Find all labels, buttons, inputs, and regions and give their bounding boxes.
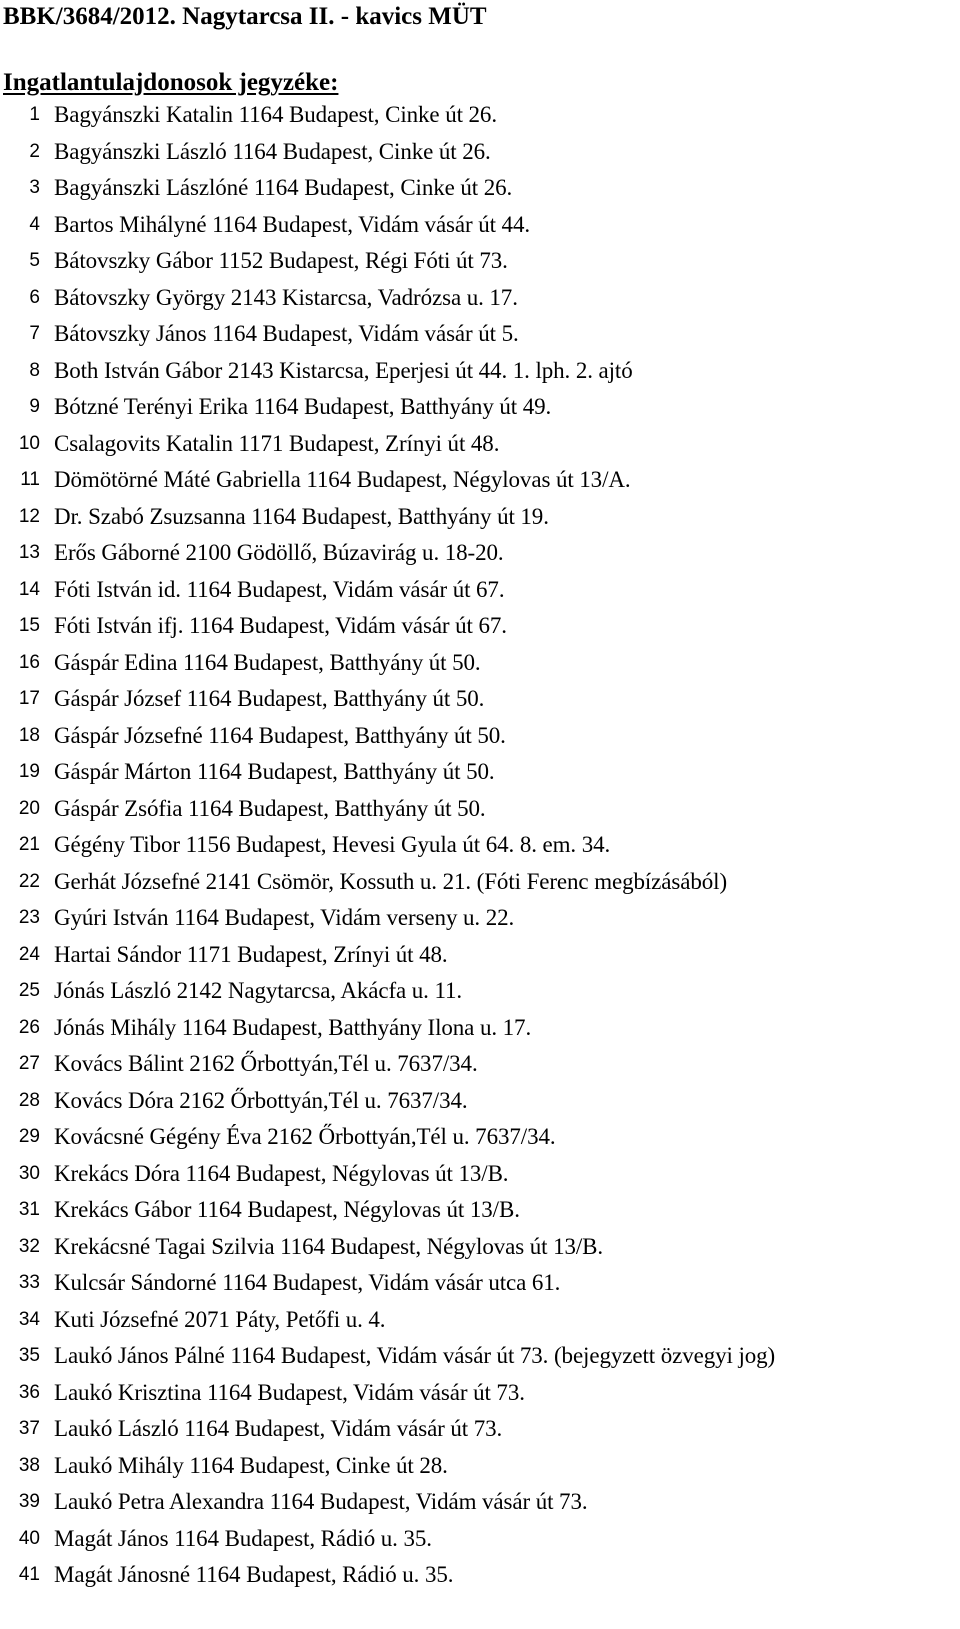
owner-entry: Jónás László 2142 Nagytarcsa, Akácfa u. 11. <box>54 978 463 1004</box>
row-number: 2 <box>29 140 40 162</box>
row-number: 12 <box>18 505 40 527</box>
owner-row-22 <box>0 864 960 901</box>
owner-row-11 <box>0 462 960 499</box>
owner-entry: Laukó Petra Alexandra 1164 Budapest, Vidám vásár út 73. <box>54 1489 588 1515</box>
owner-row-40 <box>0 1521 960 1558</box>
owner-entry: Dömötörné Máté Gabriella 1164 Budapest, Négylovas út 13/A. <box>54 467 631 493</box>
document-title: BBK/3684/2012. Nagytarcsa II. - kavics MÜT <box>3 3 487 30</box>
owner-row-7 <box>0 316 960 353</box>
row-number: 3 <box>29 177 40 199</box>
owner-entry: Laukó János Pálné 1164 Budapest, Vidám vásár út 73. (bejegyzett özvegyi jog) <box>54 1343 776 1369</box>
row-number: 10 <box>18 432 40 454</box>
owner-entry: Fóti István id. 1164 Budapest, Vidám vásár út 67. <box>54 576 505 602</box>
owner-entry: Laukó Mihály 1164 Budapest, Cinke út 28. <box>54 1452 448 1478</box>
owner-row-34 <box>0 1302 960 1339</box>
owner-row-36 <box>0 1375 960 1412</box>
owner-row-39 <box>0 1484 960 1521</box>
owner-row-14 <box>0 572 960 609</box>
owner-entry: Both István Gábor 2143 Kistarcsa, Eperjesi út 44. 1. lph. 2. ajtó <box>54 357 633 383</box>
row-number: 39 <box>18 1491 40 1513</box>
owner-row-15 <box>0 608 960 645</box>
row-number: 40 <box>18 1527 40 1549</box>
row-number: 13 <box>18 542 40 564</box>
row-number: 15 <box>18 615 40 637</box>
owner-entry: Bátovszky János 1164 Budapest, Vidám vásár út 5. <box>54 321 519 347</box>
owner-entry: Dr. Szabó Zsuzsanna 1164 Budapest, Batthyány út 19. <box>54 503 549 529</box>
owner-row-19 <box>0 754 960 791</box>
row-number: 24 <box>18 943 40 965</box>
owner-entry: Bartos Mihályné 1164 Budapest, Vidám vásár út 44. <box>54 211 531 237</box>
row-number: 5 <box>29 250 40 272</box>
row-number: 19 <box>18 761 40 783</box>
owner-entry: Bátovszky Gábor 1152 Budapest, Régi Fóti út 73. <box>54 248 508 274</box>
owner-entry: Gégény Tibor 1156 Budapest, Hevesi Gyula út 64. 8. em. 34. <box>54 832 611 858</box>
owner-entry: Krekács Dóra 1164 Budapest, Négylovas út 13/B. <box>54 1160 509 1186</box>
row-number: 27 <box>18 1053 40 1075</box>
owner-row-20 <box>0 791 960 828</box>
owner-entry: Gáspár Márton 1164 Budapest, Batthyány út 50. <box>54 759 495 785</box>
owner-entry: Gyúri István 1164 Budapest, Vidám verseny u. 22. <box>54 905 515 931</box>
owner-row-12 <box>0 499 960 536</box>
row-number: 17 <box>18 688 40 710</box>
owner-row-8 <box>0 353 960 390</box>
owner-entry: Kuti Józsefné 2071 Páty, Petőfi u. 4. <box>54 1306 386 1332</box>
owner-row-13 <box>0 535 960 572</box>
owner-row-26 <box>0 1010 960 1047</box>
owner-entry: Kovács Dóra 2162 Őrbottyán,Tél u. 7637/34. <box>54 1087 468 1113</box>
row-number: 22 <box>18 870 40 892</box>
row-number: 32 <box>18 1235 40 1257</box>
row-number: 7 <box>29 323 40 345</box>
owner-entry: Laukó Krisztina 1164 Budapest, Vidám vásár út 73. <box>54 1379 525 1405</box>
row-number: 31 <box>18 1199 40 1221</box>
row-number: 33 <box>18 1272 40 1294</box>
row-number: 14 <box>18 578 40 600</box>
owner-entry: Gáspár József 1164 Budapest, Batthyány út 50. <box>54 686 485 712</box>
row-number: 34 <box>18 1308 40 1330</box>
owner-entry: Kovács Bálint 2162 Őrbottyán,Tél u. 7637/34. <box>54 1051 478 1077</box>
owner-row-35 <box>0 1338 960 1375</box>
row-number: 35 <box>18 1345 40 1367</box>
owner-row-23 <box>0 900 960 937</box>
owner-row-37 <box>0 1411 960 1448</box>
owner-entry: Magát Jánosné 1164 Budapest, Rádió u. 35. <box>54 1562 454 1588</box>
owner-list <box>0 97 960 1594</box>
owner-row-1 <box>0 97 960 134</box>
row-number: 37 <box>18 1418 40 1440</box>
owner-row-16 <box>0 645 960 682</box>
owner-row-6 <box>0 280 960 317</box>
row-number: 8 <box>29 359 40 381</box>
owner-entry: Bagyánszki László 1164 Budapest, Cinke út 26. <box>54 138 491 164</box>
row-number: 26 <box>18 1016 40 1038</box>
row-number: 25 <box>18 980 40 1002</box>
owner-row-18 <box>0 718 960 755</box>
owner-row-9 <box>0 389 960 426</box>
owner-entry: Kovácsné Gégény Éva 2162 Őrbottyán,Tél u. 7637/34. <box>54 1124 556 1150</box>
owner-row-5 <box>0 243 960 280</box>
owner-entry: Magát János 1164 Budapest, Rádió u. 35. <box>54 1525 432 1551</box>
owner-entry: Krekács Gábor 1164 Budapest, Négylovas út 13/B. <box>54 1197 520 1223</box>
owner-entry: Csalagovits Katalin 1171 Budapest, Zrínyi út 48. <box>54 430 500 456</box>
row-number: 21 <box>18 834 40 856</box>
row-number: 29 <box>18 1126 40 1148</box>
owner-entry: Erős Gáborné 2100 Gödöllő, Búzavirág u. 18-20. <box>54 540 504 566</box>
row-number: 16 <box>18 651 40 673</box>
owner-entry: Hartai Sándor 1171 Budapest, Zrínyi út 48. <box>54 941 448 967</box>
owner-entry: Bagyánszki Katalin 1164 Budapest, Cinke út 26. <box>54 102 497 128</box>
owner-row-32 <box>0 1229 960 1266</box>
owner-row-30 <box>0 1156 960 1193</box>
row-number: 6 <box>29 286 40 308</box>
row-number: 38 <box>18 1454 40 1476</box>
owner-row-2 <box>0 134 960 171</box>
owner-row-17 <box>0 681 960 718</box>
row-number: 18 <box>18 724 40 746</box>
owner-row-28 <box>0 1083 960 1120</box>
row-number: 28 <box>18 1089 40 1111</box>
owner-entry: Bátovszky György 2143 Kistarcsa, Vadrózsa u. 17. <box>54 284 518 310</box>
owner-entry: Bótzné Terényi Erika 1164 Budapest, Batthyány út 49. <box>54 394 552 420</box>
row-number: 30 <box>18 1162 40 1184</box>
owner-entry: Fóti István ifj. 1164 Budapest, Vidám vásár út 67. <box>54 613 507 639</box>
owner-entry: Gerhát Józsefné 2141 Csömör, Kossuth u. 21. (Fóti Ferenc megbízásából) <box>54 868 728 894</box>
row-number: 11 <box>20 469 40 491</box>
row-number: 4 <box>29 213 40 235</box>
owner-row-3 <box>0 170 960 207</box>
owner-entry: Bagyánszki Lászlóné 1164 Budapest, Cinke út 26. <box>54 175 513 201</box>
row-number: 23 <box>18 907 40 929</box>
owner-row-31 <box>0 1192 960 1229</box>
owner-row-38 <box>0 1448 960 1485</box>
owner-entry: Gáspár Edina 1164 Budapest, Batthyány út 50. <box>54 649 481 675</box>
owner-entry: Gáspár Zsófia 1164 Budapest, Batthyány út 50. <box>54 795 486 821</box>
row-number: 1 <box>29 104 40 126</box>
owner-entry: Kulcsár Sándorné 1164 Budapest, Vidám vásár utca 61. <box>54 1270 561 1296</box>
row-number: 9 <box>29 396 40 418</box>
owner-row-41 <box>0 1557 960 1594</box>
owner-row-10 <box>0 426 960 463</box>
row-number: 36 <box>18 1381 40 1403</box>
owner-entry: Jónás Mihály 1164 Budapest, Batthyány Ilona u. 17. <box>54 1014 532 1040</box>
owner-row-21 <box>0 827 960 864</box>
row-number: 20 <box>18 797 40 819</box>
owner-list-heading: Ingatlantulajdonosok jegyzéke: <box>3 69 339 96</box>
owner-entry: Krekácsné Tagai Szilvia 1164 Budapest, Négylovas út 13/B. <box>54 1233 604 1259</box>
row-number: 41 <box>18 1564 40 1586</box>
owner-row-27 <box>0 1046 960 1083</box>
owner-row-25 <box>0 973 960 1010</box>
owner-row-4 <box>0 207 960 244</box>
owner-row-24 <box>0 937 960 974</box>
owner-entry: Gáspár Józsefné 1164 Budapest, Batthyány út 50. <box>54 722 506 748</box>
owner-row-33 <box>0 1265 960 1302</box>
owner-entry: Laukó László 1164 Budapest, Vidám vásár út 73. <box>54 1416 503 1442</box>
owner-row-29 <box>0 1119 960 1156</box>
